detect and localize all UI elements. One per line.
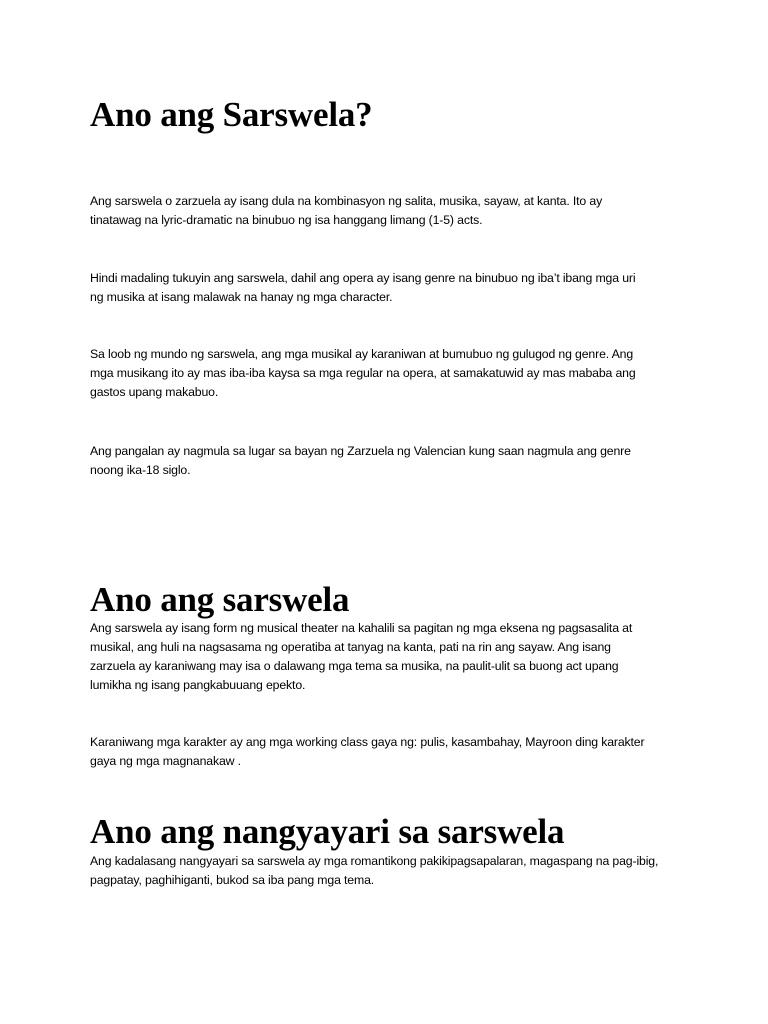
- paragraph-line: gaya ng mga magnanakaw .: [90, 754, 241, 768]
- paragraph: [90, 442, 690, 480]
- paragraph: [90, 269, 690, 307]
- paragraph-line: Ang sarswela ay isang form ng musical theater na kahalili sa pagitan ng mga eksena ng pagsasalita at: [90, 621, 633, 635]
- paragraph: [90, 619, 690, 695]
- paragraph-line: Hindi madaling tukuyin ang sarswela, dahil ang opera ay isang genre na binubuo ng iba’t ibang mga uri: [90, 271, 636, 285]
- paragraph-line: musikal, ang huli na nagsasama ng operatiba at tanyag na kanta, pati na rin ang sayaw. Ang isang: [90, 640, 611, 654]
- paragraph: [90, 733, 690, 771]
- paragraph: [90, 852, 690, 890]
- paragraph-line: noong ika-18 siglo.: [90, 463, 191, 477]
- paragraph-line: lumikha ng isang pangkabuuang epekto.: [90, 678, 306, 692]
- section-heading: Ano ang nangyayari sa sarswela: [90, 812, 565, 851]
- paragraph-line: pagpatay, paghihiganti, bukod sa iba pang mga tema.: [90, 873, 375, 887]
- section-heading: Ano ang sarswela: [90, 580, 350, 619]
- section-heading: Ano ang Sarswela?: [90, 95, 373, 134]
- paragraph-line: tinatawag na lyric-dramatic na binubuo ng isa hanggang limang (1-5) acts.: [90, 213, 483, 227]
- paragraph-line: Sa loob ng mundo ng sarswela, ang mga musikal ay karaniwan at bumubuo ng gulugod ng genre. Ang: [90, 347, 634, 361]
- paragraph: [90, 192, 690, 230]
- paragraph-line: gastos upang makabuo.: [90, 385, 219, 399]
- paragraph-line: ng musika at isang malawak na hanay ng mga character.: [90, 290, 393, 304]
- paragraph: [90, 345, 690, 402]
- paragraph-line: Ang pangalan ay nagmula sa lugar sa bayan ng Zarzuela ng Valencian kung saan nagmula ang genre: [90, 444, 631, 458]
- paragraph-line: Ang sarswela o zarzuela ay isang dula na kombinasyon ng salita, musika, sayaw, at kanta. Ito ay: [90, 194, 603, 208]
- paragraph-line: Ang kadalasang nangyayari sa sarswela ay mga romantikong pakikipagsapalaran, magaspang na pag-ibig,: [90, 854, 659, 868]
- paragraph-line: Karaniwang mga karakter ay ang mga working class gaya ng: pulis, kasambahay, Mayroon ding karakter: [90, 735, 645, 749]
- paragraph-line: mga musikang ito ay mas iba-iba kaysa sa mga regular na opera, at samakatuwid ay mas mababa ang: [90, 366, 636, 380]
- paragraph-line: zarzuela ay karaniwang may isa o dalawang mga tema sa musika, na paulit-ulit sa buong act upang: [90, 659, 619, 673]
